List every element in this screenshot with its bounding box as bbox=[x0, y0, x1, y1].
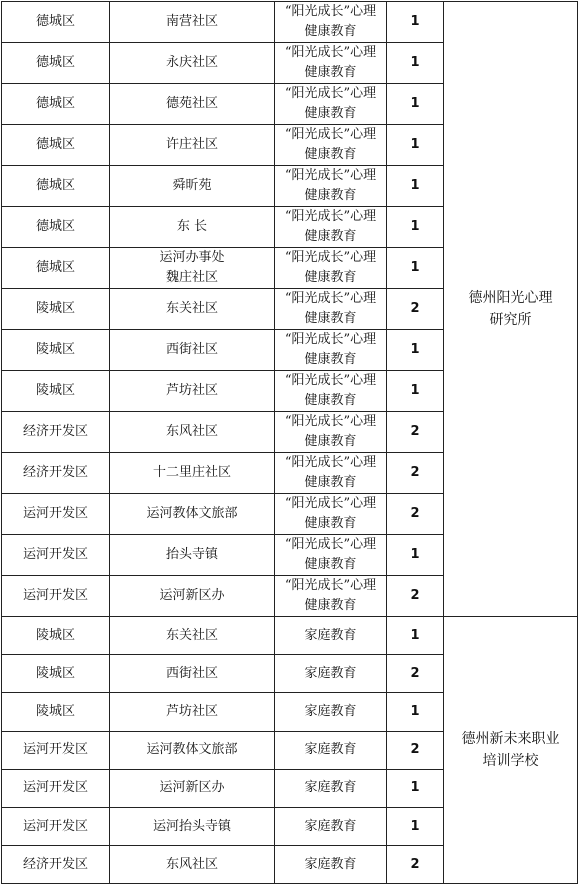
community-cell bbox=[110, 289, 275, 330]
cell-line: 家庭教育 bbox=[304, 627, 357, 643]
content-cell bbox=[275, 807, 387, 845]
district-cell: 运河开发区 bbox=[2, 807, 110, 845]
count-cell: 1 bbox=[387, 330, 444, 371]
cell-line: 健康教育 bbox=[304, 475, 357, 490]
cell-line: “阳光成长”心理 bbox=[284, 537, 377, 552]
cell-line: 家庭教育 bbox=[304, 818, 357, 834]
community-cell bbox=[110, 371, 275, 412]
count-cell: 1 bbox=[387, 84, 444, 125]
cell-line: 十二里庄社区 bbox=[152, 465, 231, 480]
content-cell bbox=[275, 84, 387, 125]
cell-line: “阳光成长”心理 bbox=[284, 496, 377, 511]
district-cell: 运河开发区 bbox=[2, 731, 110, 769]
count-cell: 2 bbox=[387, 655, 444, 693]
cell-line: 运河新区办 bbox=[159, 780, 225, 796]
community-cell bbox=[110, 535, 275, 576]
cell-line: 运河教体文旅部 bbox=[146, 742, 238, 758]
cell-line: 德州阳光心理 bbox=[468, 290, 553, 306]
cell-line: 家庭教育 bbox=[304, 856, 357, 872]
cell-line: 东 长 bbox=[176, 219, 208, 234]
cell-line: “阳光成长”心理 bbox=[284, 86, 377, 101]
community-cell bbox=[110, 412, 275, 453]
cell-line: 健康教育 bbox=[304, 352, 357, 367]
count-cell: 1 bbox=[387, 207, 444, 248]
cell-line: 培训学校 bbox=[482, 753, 539, 770]
district-cell: 运河开发区 bbox=[2, 535, 110, 576]
cell-line: “阳光成长”心理 bbox=[284, 168, 377, 183]
community-cell bbox=[110, 731, 275, 769]
cell-line: 健康教育 bbox=[304, 188, 357, 203]
cell-line: 健康教育 bbox=[304, 147, 357, 162]
institution-cell bbox=[444, 617, 578, 884]
cell-line: 健康教育 bbox=[304, 24, 357, 39]
content-cell bbox=[275, 207, 387, 248]
community-cell bbox=[110, 846, 275, 884]
district-cell: 德城区 bbox=[2, 125, 110, 166]
district-cell: 经济开发区 bbox=[2, 846, 110, 884]
cell-line: 魏庄社区 bbox=[165, 270, 218, 285]
cell-line: “阳光成长”心理 bbox=[284, 291, 377, 306]
count-cell: 1 bbox=[387, 769, 444, 807]
district-cell: 德城区 bbox=[2, 43, 110, 84]
count-cell: 1 bbox=[387, 2, 444, 43]
content-cell bbox=[275, 412, 387, 453]
community-cell bbox=[110, 2, 275, 43]
cell-line: 家庭教育 bbox=[304, 780, 357, 796]
count-cell: 1 bbox=[387, 166, 444, 207]
district-cell: 经济开发区 bbox=[2, 412, 110, 453]
count-cell: 2 bbox=[387, 494, 444, 535]
content-cell bbox=[275, 330, 387, 371]
cell-line: 西街社区 bbox=[165, 342, 218, 357]
content-cell bbox=[275, 289, 387, 330]
cell-line: 德苑社区 bbox=[165, 96, 218, 111]
cell-line: 东风社区 bbox=[165, 856, 218, 872]
cell-line: 家庭教育 bbox=[304, 742, 357, 758]
district-cell: 运河开发区 bbox=[2, 494, 110, 535]
community-cell bbox=[110, 655, 275, 693]
cell-line: 健康教育 bbox=[304, 311, 357, 326]
cell-line: 永庆社区 bbox=[165, 55, 218, 70]
schedule-table bbox=[1, 1, 578, 884]
content-cell bbox=[275, 43, 387, 84]
cell-line: 西街社区 bbox=[165, 665, 218, 681]
count-cell: 2 bbox=[387, 289, 444, 330]
count-cell: 2 bbox=[387, 412, 444, 453]
cell-line: “阳光成长”心理 bbox=[284, 209, 377, 224]
district-cell: 德城区 bbox=[2, 84, 110, 125]
content-cell bbox=[275, 371, 387, 412]
cell-line: 运河教体文旅部 bbox=[146, 506, 238, 521]
cell-line: 健康教育 bbox=[304, 270, 357, 285]
count-cell: 1 bbox=[387, 125, 444, 166]
count-cell: 1 bbox=[387, 248, 444, 289]
cell-line: “阳光成长”心理 bbox=[284, 373, 377, 388]
district-cell: 德城区 bbox=[2, 2, 110, 43]
community-cell bbox=[110, 125, 275, 166]
district-cell: 德城区 bbox=[2, 166, 110, 207]
community-cell bbox=[110, 84, 275, 125]
cell-line: “阳光成长”心理 bbox=[284, 45, 377, 60]
community-cell bbox=[110, 166, 275, 207]
content-cell bbox=[275, 769, 387, 807]
cell-line: 健康教育 bbox=[304, 557, 357, 572]
cell-line: 东关社区 bbox=[165, 301, 218, 316]
count-cell: 2 bbox=[387, 731, 444, 769]
cell-line: 芦坊社区 bbox=[165, 383, 218, 398]
community-cell bbox=[110, 576, 275, 617]
community-cell bbox=[110, 807, 275, 845]
community-cell bbox=[110, 207, 275, 248]
content-cell bbox=[275, 2, 387, 43]
cell-line: 芦坊社区 bbox=[165, 703, 218, 719]
cell-line: “阳光成长”心理 bbox=[284, 250, 377, 265]
district-cell: 陵城区 bbox=[2, 330, 110, 371]
content-cell bbox=[275, 125, 387, 166]
count-cell: 2 bbox=[387, 453, 444, 494]
district-cell: 运河开发区 bbox=[2, 576, 110, 617]
cell-line: “阳光成长”心理 bbox=[284, 414, 377, 429]
cell-line: 德州新未来职业 bbox=[461, 731, 560, 748]
institution-cell bbox=[444, 2, 578, 617]
district-cell: 陵城区 bbox=[2, 371, 110, 412]
community-cell bbox=[110, 330, 275, 371]
cell-line: 研究所 bbox=[489, 312, 532, 328]
community-cell bbox=[110, 453, 275, 494]
community-cell bbox=[110, 693, 275, 731]
cell-line: 健康教育 bbox=[304, 106, 357, 121]
cell-line: 健康教育 bbox=[304, 65, 357, 80]
cell-line: 南营社区 bbox=[165, 14, 218, 29]
content-cell bbox=[275, 453, 387, 494]
content-cell bbox=[275, 494, 387, 535]
table-body bbox=[2, 2, 578, 884]
count-cell: 1 bbox=[387, 617, 444, 655]
cell-line: 健康教育 bbox=[304, 229, 357, 244]
community-cell bbox=[110, 769, 275, 807]
count-cell: 2 bbox=[387, 576, 444, 617]
cell-line: 运河抬头寺镇 bbox=[152, 818, 231, 834]
cell-line: 家庭教育 bbox=[304, 665, 357, 681]
cell-line: “阳光成长”心理 bbox=[284, 578, 377, 593]
community-cell bbox=[110, 248, 275, 289]
district-cell: 运河开发区 bbox=[2, 769, 110, 807]
cell-line: 健康教育 bbox=[304, 434, 357, 449]
count-cell: 1 bbox=[387, 693, 444, 731]
table-row bbox=[2, 617, 578, 655]
community-cell bbox=[110, 617, 275, 655]
cell-line: “阳光成长”心理 bbox=[284, 4, 377, 19]
table-row bbox=[2, 2, 578, 43]
cell-line: 健康教育 bbox=[304, 393, 357, 408]
cell-line: “阳光成长”心理 bbox=[284, 455, 377, 470]
content-cell bbox=[275, 576, 387, 617]
cell-line: 健康教育 bbox=[304, 516, 357, 531]
district-cell: 陵城区 bbox=[2, 617, 110, 655]
cell-line: 家庭教育 bbox=[304, 703, 357, 719]
cell-line: 许庄社区 bbox=[165, 137, 218, 152]
district-cell: 陵城区 bbox=[2, 655, 110, 693]
cell-line: 运河新区办 bbox=[159, 588, 225, 603]
content-cell bbox=[275, 731, 387, 769]
community-cell bbox=[110, 43, 275, 84]
count-cell: 1 bbox=[387, 807, 444, 845]
content-cell bbox=[275, 846, 387, 884]
content-cell bbox=[275, 655, 387, 693]
cell-line: 健康教育 bbox=[304, 598, 357, 613]
district-cell: 德城区 bbox=[2, 248, 110, 289]
count-cell: 1 bbox=[387, 371, 444, 412]
district-cell: 陵城区 bbox=[2, 693, 110, 731]
community-cell bbox=[110, 494, 275, 535]
district-cell: 陵城区 bbox=[2, 289, 110, 330]
district-cell: 德城区 bbox=[2, 207, 110, 248]
content-cell bbox=[275, 693, 387, 731]
content-cell bbox=[275, 166, 387, 207]
cell-line: 东关社区 bbox=[165, 627, 218, 643]
cell-line: 东风社区 bbox=[165, 424, 218, 439]
content-cell bbox=[275, 248, 387, 289]
cell-line: 舜昕苑 bbox=[172, 178, 212, 193]
count-cell: 2 bbox=[387, 846, 444, 884]
content-cell bbox=[275, 617, 387, 655]
cell-line: 运河办事处 bbox=[159, 250, 225, 265]
district-cell: 经济开发区 bbox=[2, 453, 110, 494]
content-cell bbox=[275, 535, 387, 576]
count-cell: 1 bbox=[387, 43, 444, 84]
count-cell: 1 bbox=[387, 535, 444, 576]
cell-line: 抬头寺镇 bbox=[165, 547, 218, 562]
cell-line: “阳光成长”心理 bbox=[284, 127, 377, 142]
cell-line: “阳光成长”心理 bbox=[284, 332, 377, 347]
